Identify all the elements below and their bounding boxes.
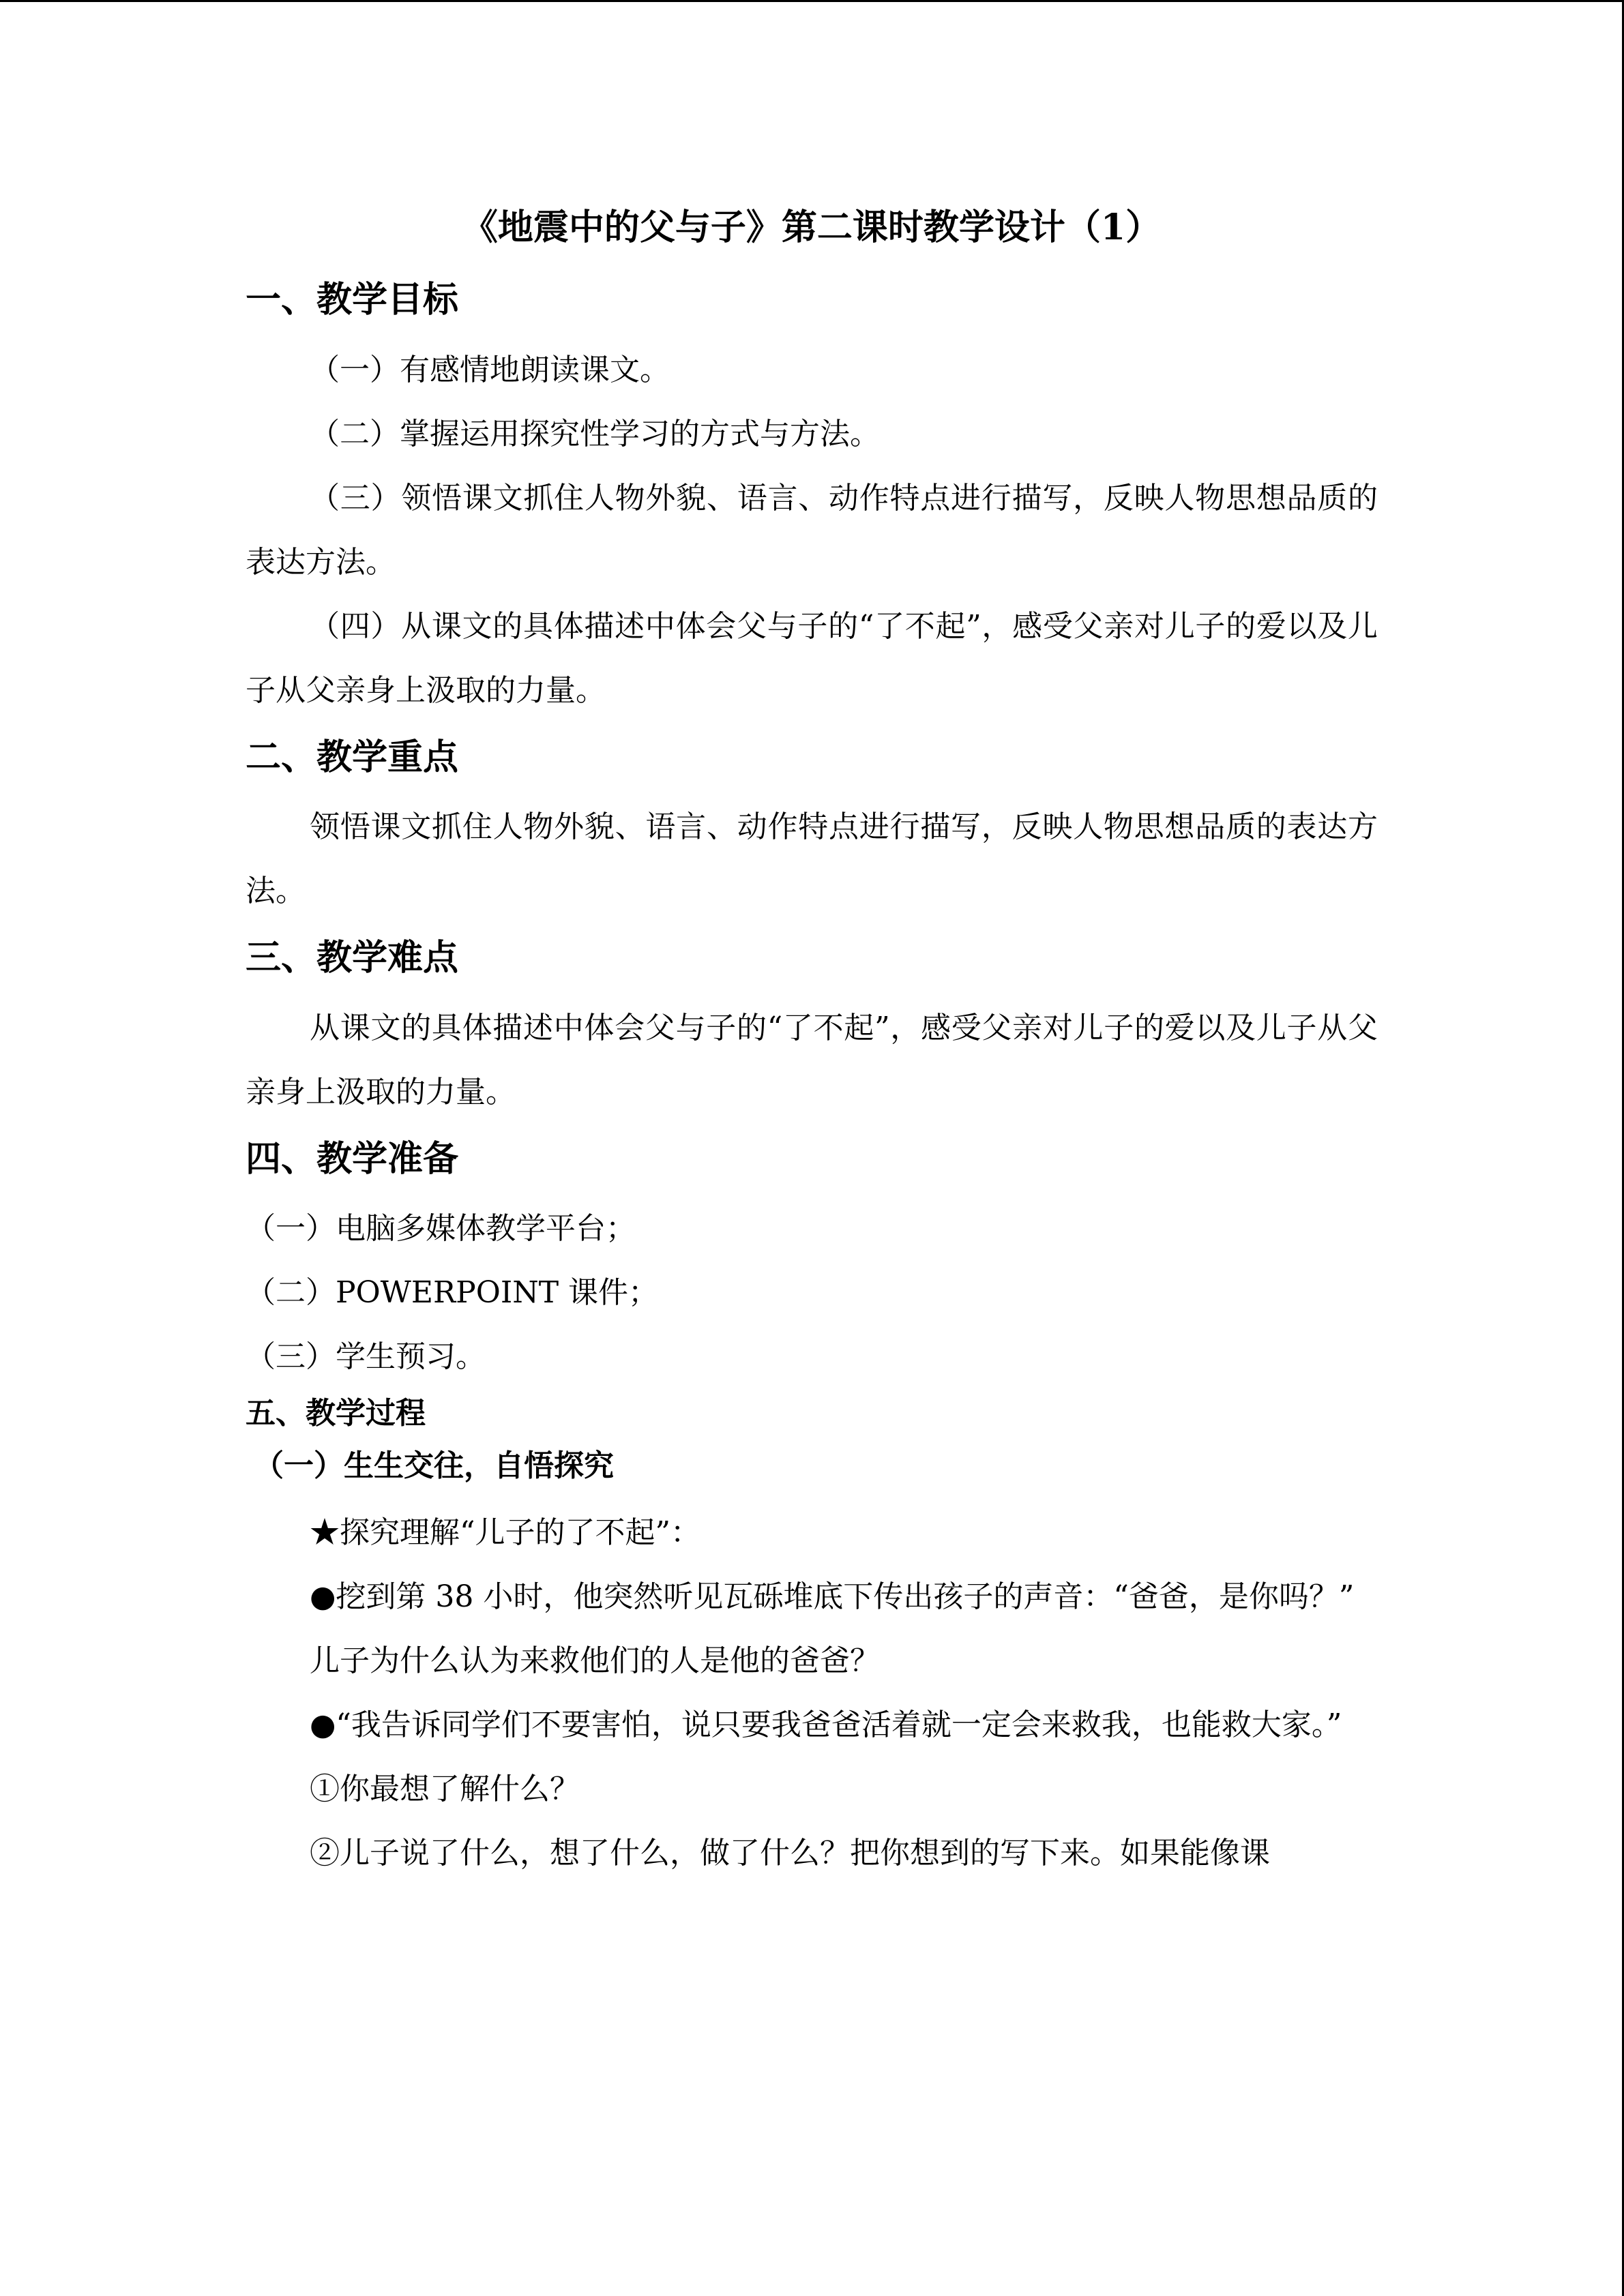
objective-item: （一）有感情地朗读课文。	[310, 352, 670, 387]
process-item: ●“我告诉同学们不要害怕，说只要我爸爸活着就一定会来救我，也能救大家。”	[310, 1707, 1342, 1742]
objective-item: （三）领悟课文抓住人物外貌、语言、动作特点进行描写，反映人物思想品质的表达方法。	[246, 480, 1378, 580]
process-item: ①你最想了解什么？	[310, 1771, 580, 1806]
process-item: 儿子为什么认为来救他们的人是他的爸爸？	[310, 1643, 880, 1678]
section-heading-key-points: 二、教学重点	[246, 736, 459, 778]
preparation-item: （二）POWERPOINT 课件；	[246, 1274, 659, 1310]
document-body	[246, 207, 1378, 1885]
process-item: ②儿子说了什么，想了什么，做了什么？把你想到的写下来。如果能像课	[310, 1835, 1270, 1870]
difficulty-paragraph: 从课文的具体描述中体会父与子的“了不起”，感受父亲对儿子的爱以及儿子从父亲身上汲取的力量。	[246, 1010, 1378, 1109]
section-heading-objectives: 一、教学目标	[246, 279, 459, 321]
section-heading-difficulties: 三、教学难点	[246, 937, 459, 979]
objective-item: （四）从课文的具体描述中体会父与子的“了不起”，感受父亲对儿子的爱以及儿子从父亲身上汲取的力量。	[246, 608, 1378, 708]
section-heading-process: 五、教学过程	[246, 1395, 426, 1431]
preparation-item: （三）学生预习。	[246, 1339, 486, 1374]
objective-item: （二）掌握运用探究性学习的方式与方法。	[310, 416, 880, 451]
section-heading-preparation: 四、教学准备	[246, 1137, 459, 1180]
process-item: ★探究理解“儿子的了不起”：	[310, 1515, 700, 1550]
preparation-item: （一）电脑多媒体教学平台；	[246, 1210, 636, 1246]
subsection-heading: （一）生生交往，自悟探究	[254, 1448, 614, 1483]
process-item: ●挖到第 38 小时，他突然听见瓦砾堆底下传出孩子的声音：“爸爸，是你吗？”	[310, 1579, 1355, 1614]
document-title: 《地震中的父与子》第二课时教学设计（1）	[462, 207, 1162, 248]
key-point-paragraph: 领悟课文抓住人物外貌、语言、动作特点进行描写，反映人物思想品质的表达方法。	[246, 809, 1378, 909]
